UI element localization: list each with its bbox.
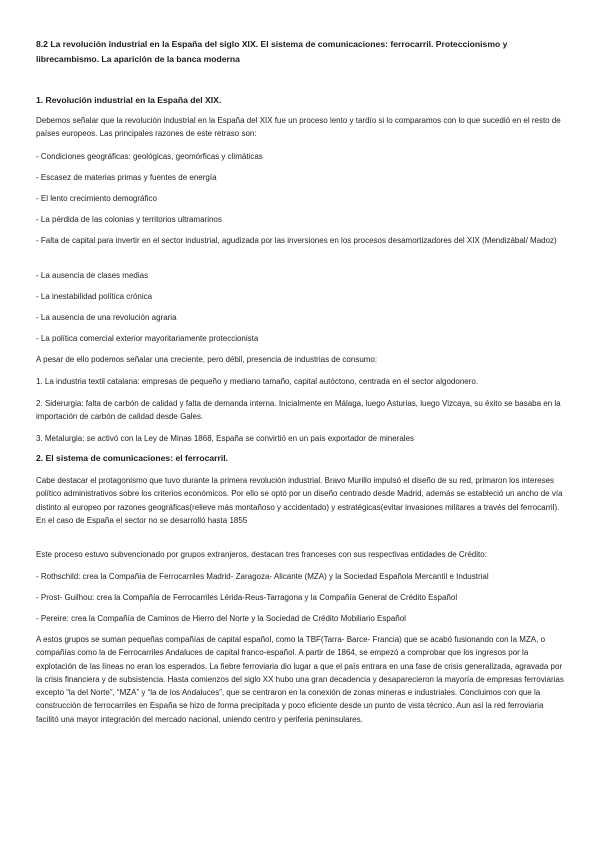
list-item-industry: 1. La industria textil catalana: empresas de pequeño y mediano tamaño, capital autóctono, centrada en el sector algodonero.: [36, 377, 479, 386]
list-item-reason: - Escasez de materias primas y fuentes de energía: [36, 173, 217, 182]
paragraph-conclusion: A estos grupos se suman pequeñas compañías de capital español, como la TBF(Tarra- Barce- Francia) que se acabó fusionando con la MZA, o compañías como la de Ferrocarriles Andaluces de capital franco-español. A partir de 1864, se empezó a comprobar que los ingresos por la explotación de las líneas no eran los esperados. La fiebre ferroviaria dio lugar a que el país entrara en una fase de crisis generalizada, agravada por la crisis financiera y de subsistencia. Hasta comienzos del siglo XX hubo una gran decadencia y desaparecieron la mayoría de empresas ferroviarias excepto “la del Norte”, “MZA” y “la de los Andaluces”, que se centraron en la conexión de zonas mineras e industriales. Concluimos con que la construcción de ferrocarriles en España se hizo de forma precipitada y poco eficiente desde un punto de vista técnico. Aun así la red ferroviaria facilitó una mayor integración del mercado nacional, uniendo centro y periferia peninsulares.: [36, 635, 564, 724]
paragraph-railway: Cabe destacar el protagonismo que tuvo durante la primera revolución industrial. Bravo Murillo impulsó el diseño de su red, primaron los intereses político administrativos sobre los criterios económicos. Por ello se optó por un diseño centrado desde Madrid, además se estableció un ancho de vía distinto al europeo por razones geográficas(relieve más montañoso y accidentado) y estratégicas(evitar invasiones militares a través del ferrocarril). En el caso de España el sector no se desarrolló hasta 1855: [36, 476, 563, 525]
document-title: 8.2 La revolución industrial en la España del siglo XIX. El sistema de comunicaciones: ferrocarril. Proteccionismo y librecambismo. La aparición de la banca moderna: [36, 39, 508, 64]
list-item-reason: - Condiciones geográficas: geológicas, geomórficas y climáticas: [36, 152, 263, 161]
list-item-reason: - Falta de capital para invertir en el sector industrial, agudizada por las inversiones en los procesos desamortizadores del XIX (Mendizábal/ Madoz): [36, 236, 557, 245]
list-item-group: - Prost- Guilhou: crea la Compañía de Ferrocarriles Lérida-Reus-Tarragona y la Compañía General de Crédito Español: [36, 593, 458, 602]
paragraph-intro: Debemos señalar que la revolución industrial en la España del XIX fue un proceso lento y tardío si lo comparamos con lo que sucedió en el resto de países europeos. Las principales razones de este retraso son:: [36, 116, 561, 139]
list-item-reason: - La pérdida de las colonias y territorios ultramarinos: [36, 215, 222, 224]
section-heading-comunicaciones: 2. El sistema de comunicaciones: el ferrocarril.: [36, 453, 229, 463]
list-item-group: - Rothschild: crea la Compañía de Ferrocarriles Madrid- Zaragoza- Alicante (MZA) y la Sociedad Española Mercantil e Industrial: [36, 572, 489, 581]
list-item-reason: - La política comercial exterior mayoritariamente proteccionista: [36, 334, 259, 343]
list-item-industry: 3. Metalurgia: se activó con la Ley de Minas 1868, España se convirtió en un país exportador de minerales: [36, 434, 414, 443]
list-item-reason: - La inestabilidad política crónica: [36, 292, 153, 301]
section-heading-revolucion: 1. Revolución industrial en la España del XIX.: [36, 95, 222, 105]
list-item-industry: 2. Siderurgia: falta de carbón de calidad y falta de demanda interna. Inicialmente en Málaga, luego Asturias, luego Vizcaya, su éxito se basaba en la importación de carbón de calidad desde Gales.: [36, 399, 561, 422]
list-item-reason: - La ausencia de una revolución agraria: [36, 313, 177, 322]
paragraph-groups-intro: Este proceso estuvo subvencionado por grupos extranjeros, destacan tres franceses con sus respectivas entidades de Crédito:: [36, 550, 487, 559]
list-item-group: - Pereire: crea la Compañía de Caminos de Hierro del Norte y la Sociedad de Crédito Mobiliario Español: [36, 614, 406, 623]
list-item-reason: - La ausencia de clases medias: [36, 271, 149, 280]
list-item-reason: - El lento crecimiento demográfico: [36, 194, 157, 203]
paragraph-industries-intro: A pesar de ello podemos señalar una creciente, pero débil, presencia de industrias de consumo:: [36, 355, 378, 364]
